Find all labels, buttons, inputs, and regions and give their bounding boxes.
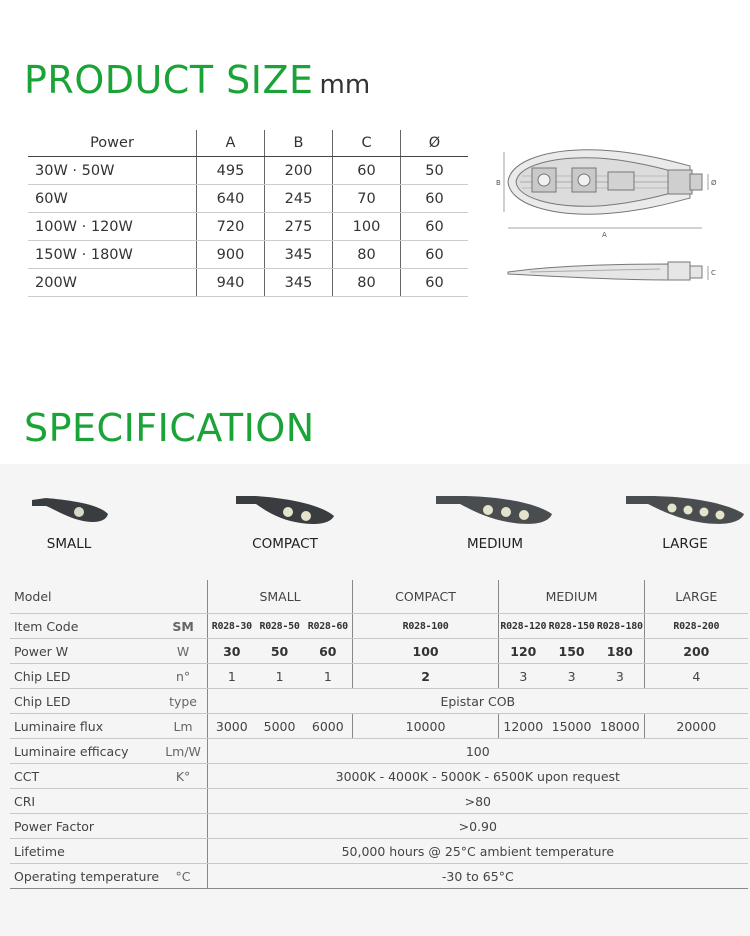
row-label: Lifetime xyxy=(10,839,159,864)
cell: 100 xyxy=(333,213,401,241)
model-label: Model xyxy=(10,580,159,614)
top-view-drawing xyxy=(508,150,702,214)
cell: 345 xyxy=(265,269,333,297)
cell: 18000 xyxy=(596,714,645,739)
product-small xyxy=(14,490,124,552)
cell: 120 xyxy=(499,639,548,664)
cell: R028-180 xyxy=(596,614,645,639)
cell: 3000K - 4000K - 5000K - 6500K upon request xyxy=(208,764,748,789)
row-label: Power Factor xyxy=(10,814,159,839)
cell: 3 xyxy=(548,664,596,689)
table-row xyxy=(10,614,748,639)
cell: 3 xyxy=(499,664,548,689)
group-small: SMALL xyxy=(208,580,353,614)
product-medium-label: MEDIUM xyxy=(466,536,524,552)
cell: 640 xyxy=(197,185,265,213)
spec-table xyxy=(10,580,748,889)
table-row xyxy=(10,789,748,814)
cell: 100 xyxy=(208,739,748,764)
size-table xyxy=(28,130,468,297)
size-table-header xyxy=(28,130,468,157)
row-unit: type xyxy=(159,689,208,714)
cell: 60 xyxy=(304,639,353,664)
cell: 60 xyxy=(333,157,401,185)
row-label: CCT xyxy=(10,764,159,789)
cell: 50 xyxy=(401,157,469,185)
cell: 60 xyxy=(401,185,469,213)
cell: 60W xyxy=(28,185,197,213)
cell: 200 xyxy=(265,157,333,185)
row-unit: SM xyxy=(159,614,208,639)
cell: 2 xyxy=(353,664,499,689)
col-a: A xyxy=(197,130,265,157)
cell: R028-150 xyxy=(548,614,596,639)
cell: 180 xyxy=(596,639,645,664)
col-diameter: Ø xyxy=(401,130,469,157)
dim-label-c: C xyxy=(711,269,716,277)
cell: 200 xyxy=(645,639,748,664)
cell: 150W · 180W xyxy=(28,241,197,269)
row-label: Luminaire efficacy xyxy=(10,739,159,764)
cell: 495 xyxy=(197,157,265,185)
cell: 80 xyxy=(333,241,401,269)
cell: 4 xyxy=(645,664,748,689)
row-unit: Lm/W xyxy=(159,739,208,764)
lamp-medium-image xyxy=(430,490,560,530)
group-large: LARGE xyxy=(645,580,748,614)
group-medium: MEDIUM xyxy=(499,580,645,614)
cell: 50 xyxy=(256,639,304,664)
table-row xyxy=(28,241,468,269)
cell: 15000 xyxy=(548,714,596,739)
cell: >80 xyxy=(208,789,748,814)
group-compact: COMPACT xyxy=(353,580,499,614)
row-unit xyxy=(159,839,208,864)
unit-label: mm xyxy=(319,70,371,100)
dim-label-b: B xyxy=(496,179,501,187)
row-unit xyxy=(159,814,208,839)
cell: 12000 xyxy=(499,714,548,739)
cell: 245 xyxy=(265,185,333,213)
row-label: Item Code xyxy=(10,614,159,639)
row-label: Power W xyxy=(10,639,159,664)
cell: 5000 xyxy=(256,714,304,739)
table-row xyxy=(10,839,748,864)
cell: 100W · 120W xyxy=(28,213,197,241)
cell: 50,000 hours @ 25°C ambient temperature xyxy=(208,839,748,864)
cell: 200W xyxy=(28,269,197,297)
cell: 720 xyxy=(197,213,265,241)
cell: 150 xyxy=(548,639,596,664)
product-large-label: LARGE xyxy=(662,536,708,552)
product-compact-label: COMPACT xyxy=(252,536,318,552)
cell: Epistar COB xyxy=(208,689,748,714)
row-unit: °C xyxy=(159,864,208,889)
cell: R028-30 xyxy=(208,614,256,639)
cell: 70 xyxy=(333,185,401,213)
row-label: Luminaire flux xyxy=(10,714,159,739)
table-row xyxy=(10,864,748,889)
dimension-drawing xyxy=(490,140,720,290)
table-row xyxy=(28,185,468,213)
col-b: B xyxy=(265,130,333,157)
row-unit: W xyxy=(159,639,208,664)
col-power: Power xyxy=(28,130,197,157)
cell: 80 xyxy=(333,269,401,297)
cell: R028-120 xyxy=(499,614,548,639)
cell: 100 xyxy=(353,639,499,664)
row-label: Chip LED xyxy=(10,664,159,689)
specification-title: SPECIFICATION xyxy=(24,406,315,450)
lamp-compact-image xyxy=(230,490,340,530)
row-unit: K° xyxy=(159,764,208,789)
product-small-label: SMALL xyxy=(46,536,92,552)
table-row xyxy=(10,689,748,714)
lamp-small-image xyxy=(24,490,114,530)
table-row xyxy=(28,213,468,241)
product-large xyxy=(615,490,750,552)
row-label: Operating temperature xyxy=(10,864,159,889)
row-unit xyxy=(159,789,208,814)
row-label: CRI xyxy=(10,789,159,814)
row-unit: Lm xyxy=(159,714,208,739)
cell: 940 xyxy=(197,269,265,297)
cell: 20000 xyxy=(645,714,748,739)
table-row xyxy=(10,814,748,839)
table-row xyxy=(10,764,748,789)
cell: R028-60 xyxy=(304,614,353,639)
side-view-drawing xyxy=(508,262,702,280)
cell: 345 xyxy=(265,241,333,269)
cell: 30 xyxy=(208,639,256,664)
table-row xyxy=(28,157,468,185)
product-size-title: PRODUCT SIZE mm xyxy=(24,58,371,102)
dim-label-a: A xyxy=(602,231,607,239)
cell: 10000 xyxy=(353,714,499,739)
product-compact xyxy=(225,490,345,552)
spec-header-row xyxy=(10,580,748,614)
cell: 60 xyxy=(401,269,469,297)
cell: 900 xyxy=(197,241,265,269)
table-row xyxy=(28,269,468,297)
cell: 30W · 50W xyxy=(28,157,197,185)
cell: -30 to 65°C xyxy=(208,864,748,889)
table-row xyxy=(10,639,748,664)
cell: >0.90 xyxy=(208,814,748,839)
table-row xyxy=(10,714,748,739)
cell: 3000 xyxy=(208,714,256,739)
row-label: Chip LED xyxy=(10,689,159,714)
cell: 275 xyxy=(265,213,333,241)
table-row xyxy=(10,664,748,689)
table-row xyxy=(10,739,748,764)
cell: R028-50 xyxy=(256,614,304,639)
lamp-large-image xyxy=(620,490,750,530)
cell: 1 xyxy=(304,664,353,689)
cell: R028-200 xyxy=(645,614,748,639)
cell: 1 xyxy=(208,664,256,689)
cell: R028-100 xyxy=(353,614,499,639)
cell: 60 xyxy=(401,213,469,241)
cell: 3 xyxy=(596,664,645,689)
cell: 60 xyxy=(401,241,469,269)
cell: 6000 xyxy=(304,714,353,739)
col-c: C xyxy=(333,130,401,157)
cell: 1 xyxy=(256,664,304,689)
row-unit: n° xyxy=(159,664,208,689)
dim-label-phi: Ø xyxy=(711,179,717,187)
product-medium xyxy=(420,490,570,552)
